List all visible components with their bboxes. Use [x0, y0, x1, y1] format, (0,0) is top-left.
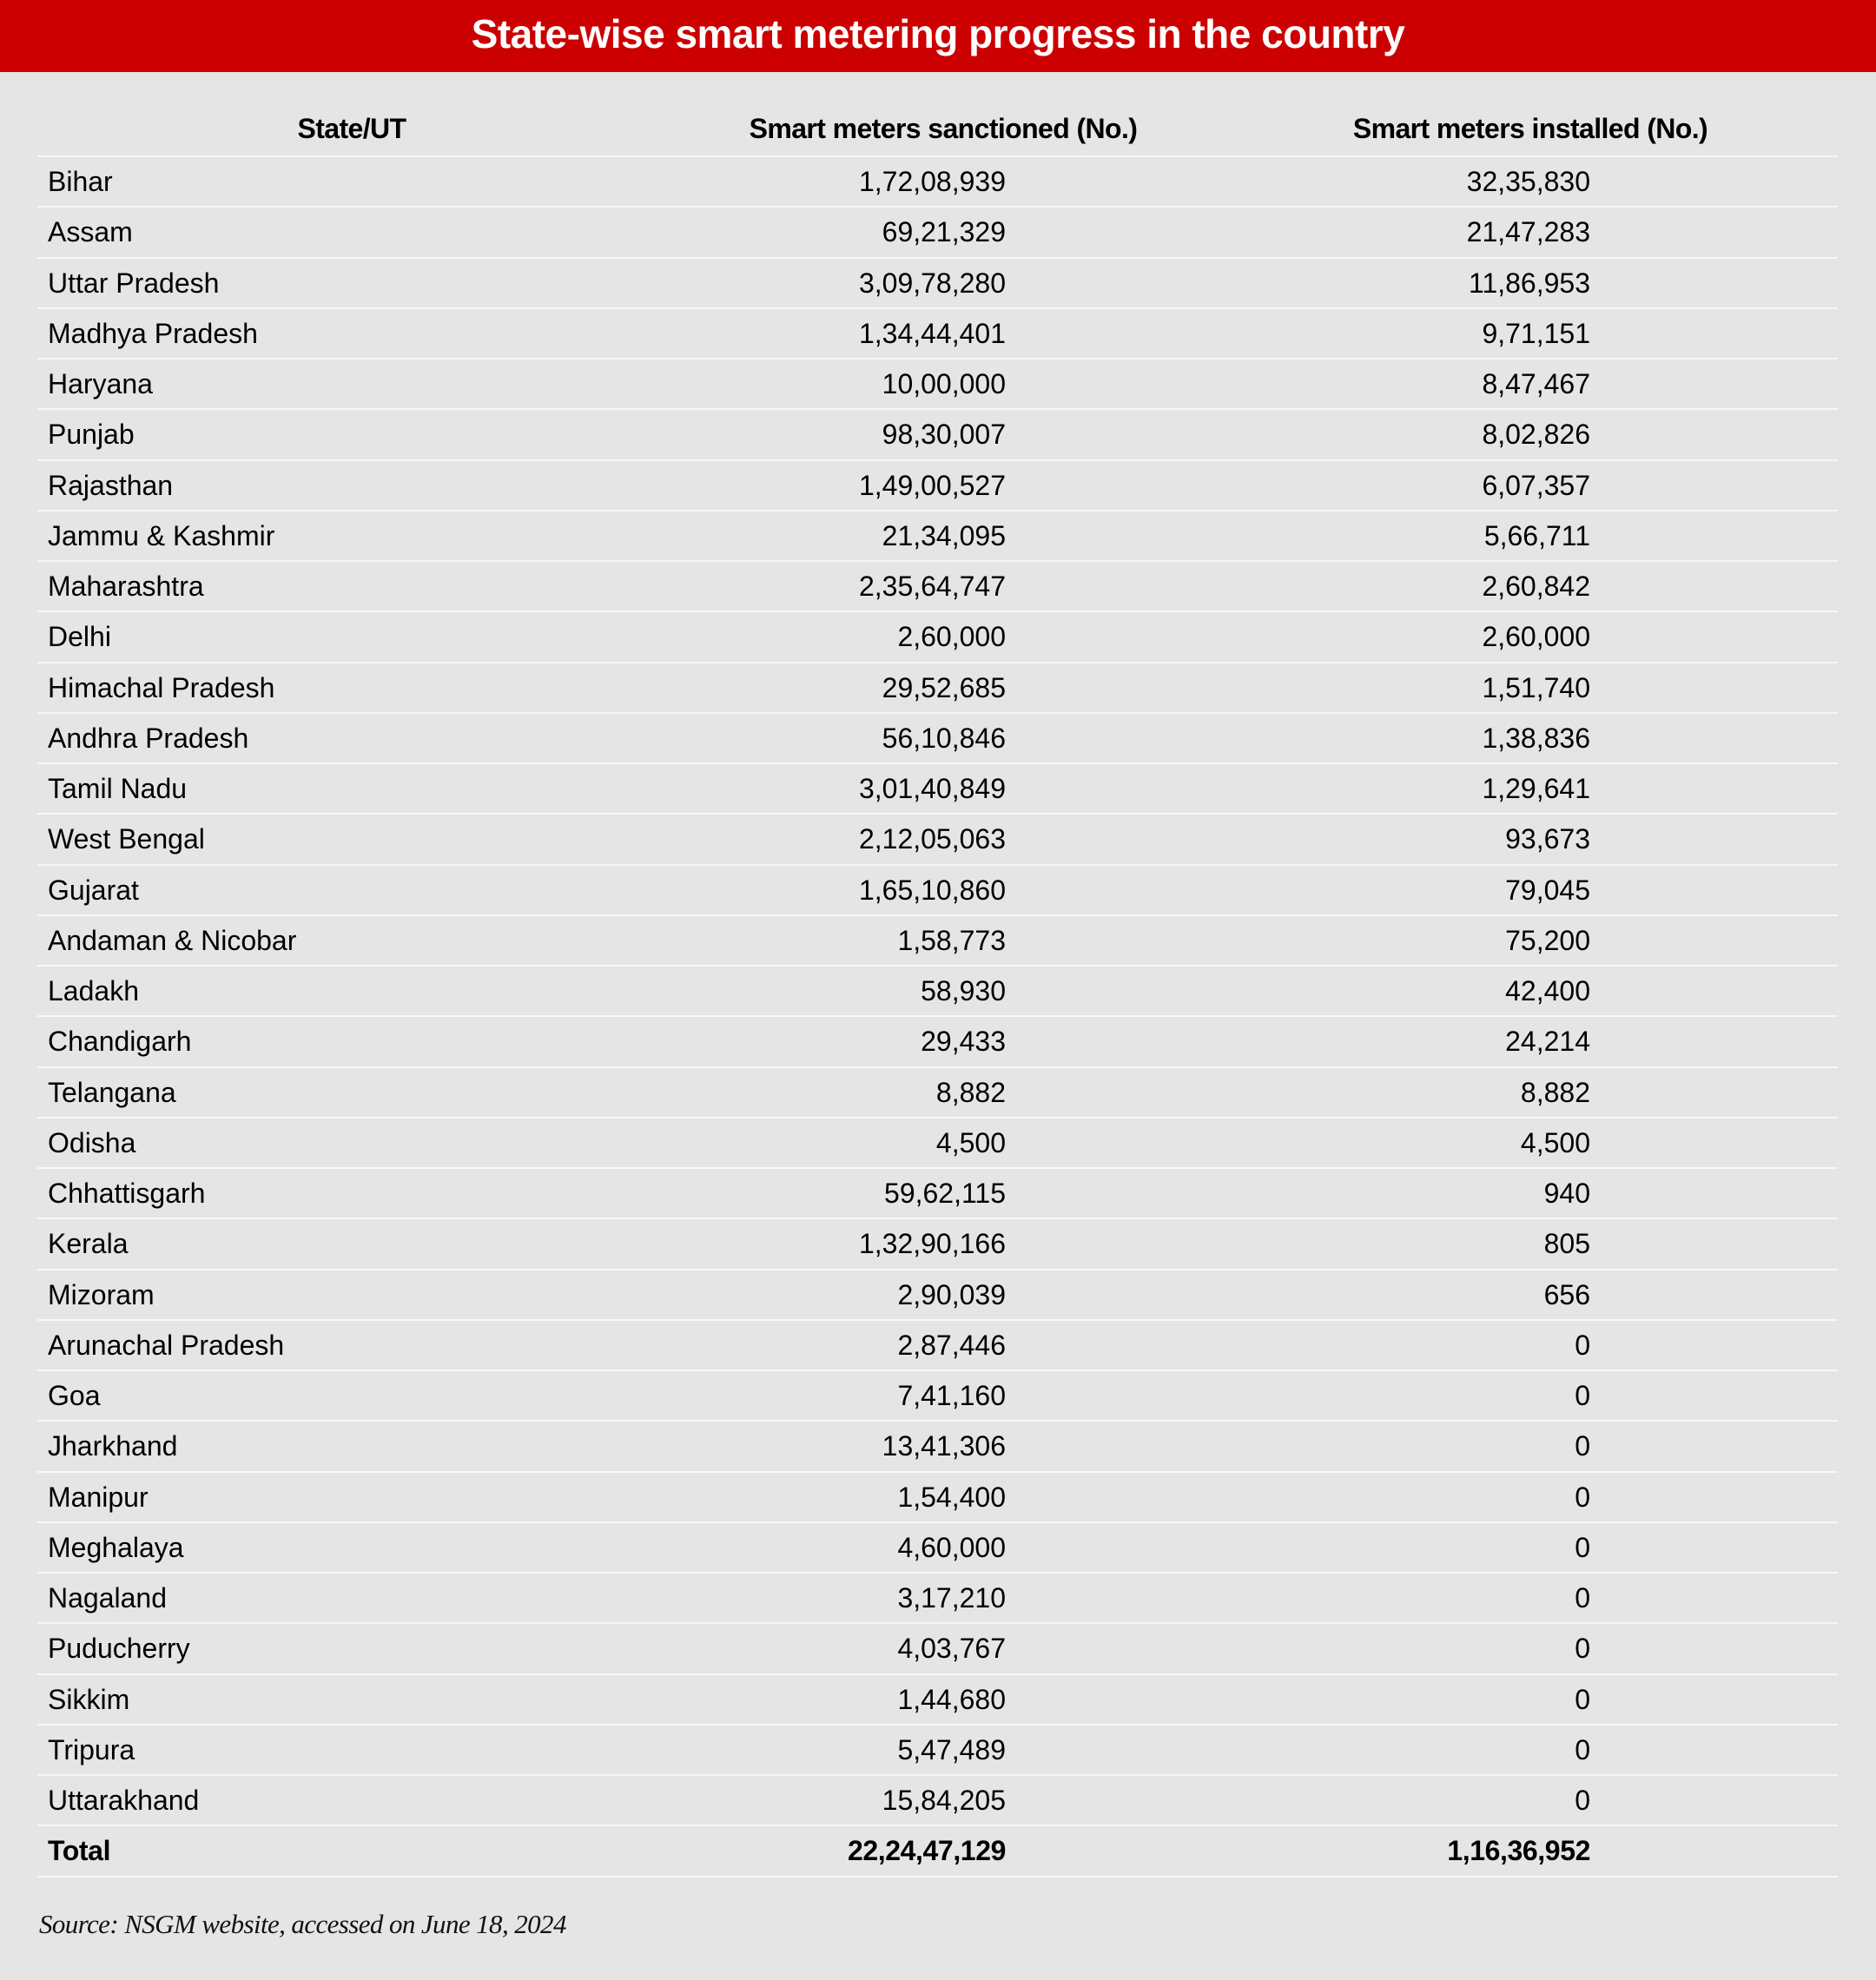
state-cell: Uttar Pradesh	[48, 267, 220, 299]
installed-cell: 5,66,711	[1483, 519, 1590, 551]
table-row	[37, 1523, 1838, 1574]
state-cell: Goa	[48, 1380, 101, 1411]
total-installed: 1,16,36,952	[1447, 1835, 1590, 1867]
table-row	[37, 967, 1838, 1017]
sanctioned-cell: 7,41,160	[897, 1380, 1006, 1411]
state-cell: Telangana	[48, 1076, 176, 1108]
installed-cell: 32,35,830	[1466, 166, 1590, 197]
installed-cell: 24,214	[1505, 1026, 1590, 1058]
state-cell: Haryana	[48, 368, 153, 399]
installed-cell: 6,07,357	[1482, 469, 1590, 501]
state-cell: Kerala	[48, 1228, 129, 1260]
installed-cell: 0	[1575, 1430, 1590, 1462]
state-cell: Maharashtra	[48, 571, 204, 602]
installed-cell: 0	[1575, 1531, 1590, 1563]
source-note: Source: NSGM website, accessed on June 18, 2024	[39, 1909, 566, 1939]
sanctioned-cell: 3,17,210	[897, 1582, 1006, 1614]
installed-cell: 656	[1543, 1278, 1590, 1310]
sanctioned-cell: 5,47,489	[897, 1733, 1006, 1766]
state-cell: Andhra Pradesh	[48, 722, 249, 754]
table-row	[37, 1321, 1838, 1371]
total-label: Total	[48, 1835, 111, 1867]
installed-cell: 0	[1575, 1633, 1590, 1665]
sanctioned-cell: 29,433	[921, 1026, 1006, 1058]
table-row	[37, 866, 1838, 916]
installed-cell: 0	[1575, 1582, 1590, 1614]
installed-cell: 2,60,000	[1482, 621, 1590, 653]
installed-cell: 1,29,641	[1482, 773, 1590, 804]
sanctioned-cell: 4,60,000	[897, 1531, 1006, 1563]
sanctioned-cell: 1,54,400	[897, 1481, 1006, 1513]
column-header-state: State/UT	[297, 113, 406, 144]
table-row	[37, 1675, 1838, 1726]
table-row	[37, 815, 1838, 865]
sanctioned-cell: 21,34,095	[882, 519, 1006, 551]
table-row	[37, 1219, 1838, 1270]
installed-cell: 42,400	[1505, 975, 1590, 1006]
sanctioned-cell: 2,87,446	[897, 1329, 1006, 1361]
sanctioned-cell: 1,32,90,166	[858, 1228, 1006, 1260]
table-row	[37, 562, 1838, 612]
state-cell: Madhya Pradesh	[48, 317, 258, 349]
sanctioned-cell: 3,01,40,849	[858, 773, 1006, 804]
column-header-installed: Smart meters installed (No.)	[1352, 113, 1708, 144]
table-row	[37, 208, 1838, 258]
sanctioned-cell: 98,30,007	[882, 419, 1006, 451]
state-cell: Delhi	[48, 621, 111, 653]
table-row	[37, 1068, 1838, 1119]
table-row	[37, 1776, 1838, 1826]
table-row	[37, 309, 1838, 360]
state-cell: Bihar	[48, 166, 113, 197]
table-row	[37, 461, 1838, 512]
sanctioned-cell: 2,35,64,747	[858, 571, 1006, 602]
state-cell: Punjab	[48, 419, 135, 451]
table-row	[37, 157, 1838, 208]
installed-cell: 8,882	[1520, 1076, 1590, 1108]
sanctioned-cell: 8,882	[935, 1076, 1006, 1108]
state-cell: Uttarakhand	[48, 1785, 200, 1816]
sanctioned-cell: 10,00,000	[882, 368, 1006, 399]
sanctioned-cell: 1,49,00,527	[858, 469, 1006, 501]
sanctioned-cell: 4,500	[935, 1126, 1006, 1158]
installed-cell: 21,47,283	[1466, 216, 1590, 248]
state-cell: Jammu & Kashmir	[48, 519, 275, 551]
state-cell: Gujarat	[48, 874, 139, 906]
table-row	[37, 259, 1838, 309]
installed-cell: 0	[1575, 1733, 1590, 1766]
table-row	[37, 1169, 1838, 1219]
table-row	[37, 714, 1838, 764]
sanctioned-cell: 1,72,08,939	[858, 166, 1006, 197]
installed-cell: 79,045	[1505, 874, 1590, 906]
state-cell: Odisha	[48, 1126, 136, 1158]
installed-cell: 0	[1575, 1329, 1590, 1361]
state-cell: Chandigarh	[48, 1026, 192, 1058]
state-cell: Manipur	[48, 1481, 149, 1513]
installed-cell: 1,38,836	[1482, 722, 1590, 754]
table-row	[37, 410, 1838, 460]
table-body	[37, 157, 1838, 1826]
state-cell: Ladakh	[48, 975, 139, 1006]
state-cell: Arunachal Pradesh	[48, 1329, 285, 1361]
sanctioned-cell: 1,34,44,401	[858, 317, 1006, 349]
sanctioned-cell: 1,44,680	[897, 1683, 1006, 1715]
table-row	[37, 1624, 1838, 1674]
state-cell: Mizoram	[48, 1278, 155, 1310]
table-row	[37, 663, 1838, 714]
sanctioned-cell: 58,930	[921, 975, 1006, 1006]
installed-cell: 8,02,826	[1482, 419, 1590, 451]
state-cell: West Bengal	[48, 823, 205, 855]
page-title: State-wise smart metering progress in the country	[471, 11, 1405, 56]
installed-cell: 8,47,467	[1482, 368, 1590, 399]
sanctioned-cell: 1,58,773	[897, 924, 1006, 956]
installed-cell: 2,60,842	[1482, 571, 1590, 602]
table-row	[37, 1574, 1838, 1624]
state-cell: Meghalaya	[48, 1531, 184, 1563]
table-row	[37, 1119, 1838, 1169]
sanctioned-cell: 69,21,329	[882, 216, 1006, 248]
table-row	[37, 512, 1838, 562]
table-header-row	[37, 102, 1838, 157]
installed-cell: 93,673	[1505, 823, 1590, 855]
table-total-row	[37, 1826, 1838, 1877]
state-cell: Rajasthan	[48, 469, 174, 501]
installed-cell: 0	[1575, 1683, 1590, 1715]
column-header-sanctioned: Smart meters sanctioned (No.)	[749, 113, 1138, 144]
sanctioned-cell: 29,52,685	[882, 671, 1006, 703]
sanctioned-cell: 56,10,846	[882, 722, 1006, 754]
installed-cell: 1,51,740	[1482, 671, 1590, 703]
state-cell: Assam	[48, 216, 133, 248]
sanctioned-cell: 2,12,05,063	[858, 823, 1006, 855]
sanctioned-cell: 13,41,306	[882, 1430, 1006, 1462]
table-row	[37, 1473, 1838, 1523]
sanctioned-cell: 59,62,115	[884, 1178, 1006, 1209]
installed-cell: 805	[1543, 1228, 1590, 1260]
table-row	[37, 1017, 1838, 1067]
installed-cell: 75,200	[1505, 924, 1590, 956]
table-row	[37, 916, 1838, 967]
state-cell: Puducherry	[48, 1633, 190, 1665]
table-row	[37, 1371, 1838, 1422]
state-cell: Himachal Pradesh	[48, 671, 275, 703]
installed-cell: 4,500	[1520, 1126, 1590, 1158]
sanctioned-cell: 4,03,767	[897, 1633, 1006, 1665]
installed-cell: 11,86,953	[1469, 267, 1590, 299]
installed-cell: 0	[1575, 1481, 1590, 1513]
table-row	[37, 1270, 1838, 1321]
total-sanctioned: 22,24,47,129	[847, 1835, 1006, 1867]
table-row	[37, 612, 1838, 663]
installed-cell: 0	[1575, 1785, 1590, 1816]
table-row	[37, 1422, 1838, 1472]
state-cell: Tamil Nadu	[48, 773, 188, 804]
installed-cell: 0	[1575, 1380, 1590, 1411]
state-cell: Jharkhand	[48, 1430, 178, 1462]
state-cell: Nagaland	[48, 1582, 167, 1614]
table-row	[37, 1726, 1838, 1776]
installed-cell: 940	[1543, 1178, 1590, 1209]
state-cell: Chhattisgarh	[48, 1178, 206, 1209]
sanctioned-cell: 2,60,000	[897, 621, 1006, 653]
state-cell: Andaman & Nicobar	[48, 924, 297, 956]
sanctioned-cell: 3,09,78,280	[858, 267, 1006, 299]
table-row	[37, 764, 1838, 815]
sanctioned-cell: 1,65,10,860	[858, 874, 1006, 906]
state-cell: Tripura	[48, 1733, 135, 1766]
smart-metering-table	[37, 102, 1838, 1878]
sanctioned-cell: 2,90,039	[897, 1278, 1006, 1310]
sanctioned-cell: 15,84,205	[882, 1785, 1006, 1816]
table-row	[37, 360, 1838, 410]
state-cell: Sikkim	[48, 1683, 130, 1715]
installed-cell: 9,71,151	[1482, 317, 1590, 349]
